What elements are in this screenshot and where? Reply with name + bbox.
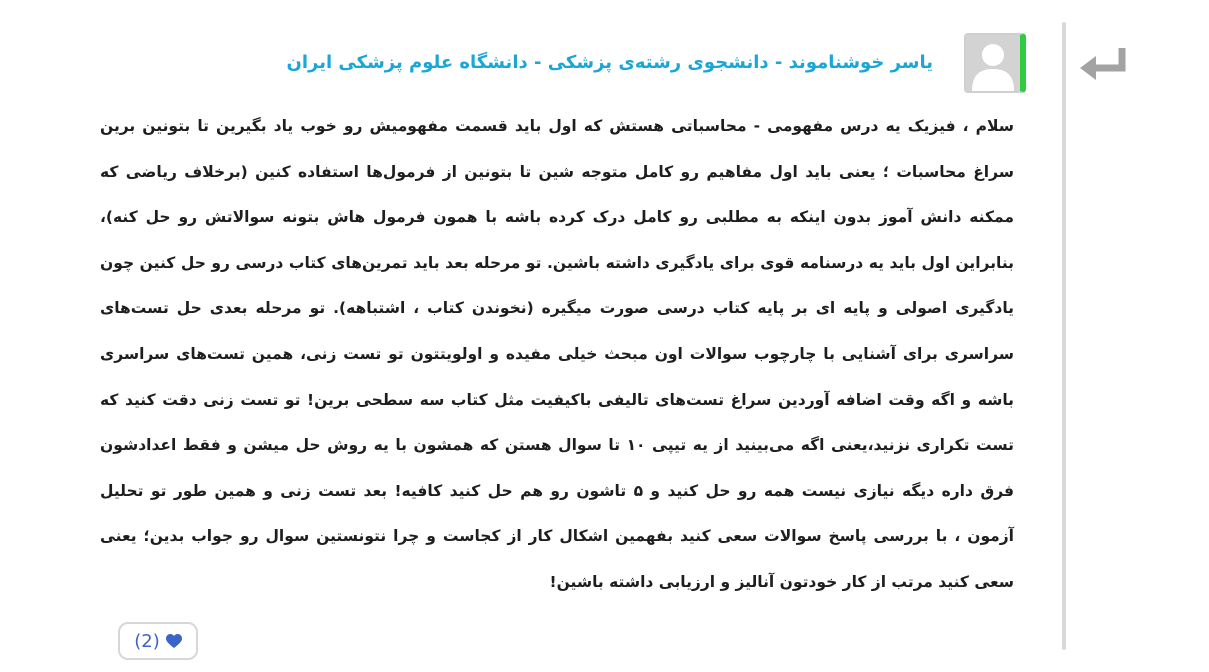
heart-icon: [166, 634, 182, 649]
like-button[interactable]: [118, 622, 198, 660]
user-placeholder-icon: [966, 35, 1020, 91]
reply-arrow-icon[interactable]: [1078, 44, 1130, 84]
comment-author[interactable]: یاسر خوشناموند - دانشجوی رشته‌ی پزشکی - دانشگاه علوم پزشکی ایران: [286, 52, 933, 73]
avatar[interactable]: [964, 33, 1026, 93]
comment-body: سلام ، فیزیک یه درس مفهومی - محاسباتی هستش که اول باید قسمت مفهومیش رو خوب یاد بگیرین تا بتونین برین سراغ محاسبات ؛ یعنی باید اول مفاهیم رو کامل متوجه شین تا بتونین از فرمول‌ها استفاده کنین (برخلاف ریاضی که ممکنه دانش آموز بدون اینکه به مطلبی رو کامل درک کرده باشه با همون فرمول هاش بتونه سوالاتش رو حل کنه)، بنابراین اول باید یه درسنامه قوی برای یادگیری داشته باشین. تو مرحله بعد باید تمرین‌های کتاب درسی رو حل کنین چون یادگیری اصولی و پایه ای بر پایه کتاب درسی صورت میگیره (نخوندن کتاب ، اشتباهه). تو مرحله بعدی حل تست‌های سراسری برای آشنایی با چارچوب سوالات اون مبحث خیلی مفیده و اولویتتون تو تست زنی، همین تست‌های سراسری باشه و اگه وقت اضافه آوردین سراغ تست‌های تالیفی باکیفیت مثل کتاب سه سطحی برین! تو تست زنی دقت کنید که تست تکراری نزنید،یعنی اگه می‌بینید از یه تیپی ۱۰ تا سوال هستن که همشون با یه روش حل میشن و فقط اعدادشون فرق داره دیگه نیازی نیست همه رو حل کنید و ۵ تاشون رو هم حل کنید کافیه! بعد تست زنی و همین طور تو تحلیل آزمون ، با بررسی پاسخ سوالات سعی کنید بفهمین اشکال کار از کجاست و چرا نتونستین سوال رو جواب بدین؛ یعنی سعی کنید مرتب از کار خودتون آنالیز و ارزیابی داشته باشین!: [100, 117, 1014, 591]
like-count: (2): [134, 630, 160, 652]
thread-divider: [1062, 22, 1066, 650]
